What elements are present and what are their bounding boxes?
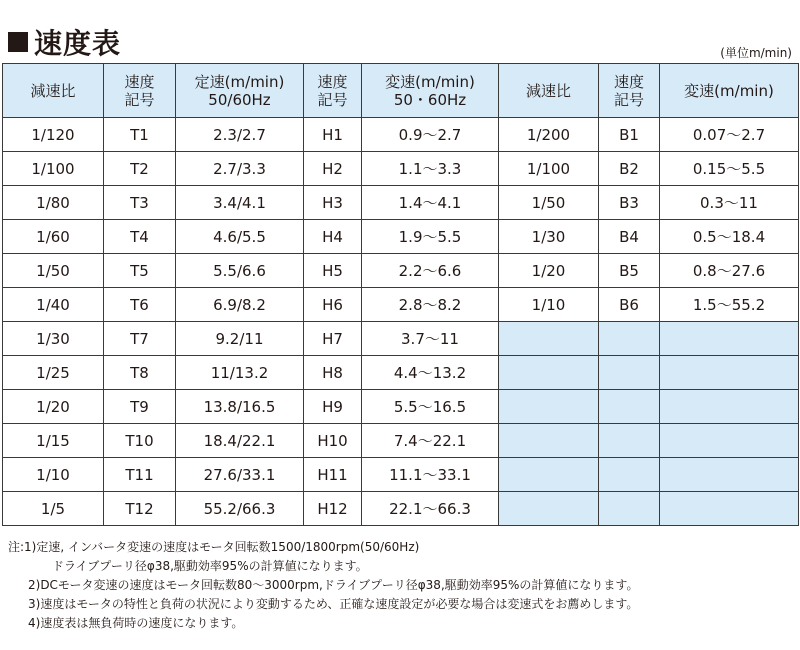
header-t-symbol-line: 記号 xyxy=(124,90,155,109)
t-speed-cell: 3.4/4.1 xyxy=(176,186,304,220)
b-speed-cell xyxy=(660,424,799,458)
h-symbol-cell: H8 xyxy=(304,356,362,390)
b-symbol-cell: B3 xyxy=(599,186,660,220)
t-symbol-cell: T2 xyxy=(104,152,176,186)
b-ratio-cell xyxy=(499,390,599,424)
header-t-symbol xyxy=(104,64,176,118)
ratio-cell: 1/120 xyxy=(3,118,104,152)
header-h-symbol xyxy=(304,64,362,118)
t-symbol-cell: T7 xyxy=(104,322,176,356)
notes xyxy=(8,538,638,633)
h-symbol-cell: H3 xyxy=(304,186,362,220)
table-row xyxy=(3,254,799,288)
h-speed-cell: 2.2〜6.6 xyxy=(362,254,499,288)
header-b-symbol-line: 速度 xyxy=(613,72,644,91)
t-speed-cell: 27.6/33.1 xyxy=(176,458,304,492)
b-symbol-cell: B5 xyxy=(599,254,660,288)
ratio-cell: 1/50 xyxy=(3,254,104,288)
t-symbol-cell: T10 xyxy=(104,424,176,458)
table-row xyxy=(3,186,799,220)
b-ratio-cell xyxy=(499,492,599,526)
ratio-cell: 1/30 xyxy=(3,322,104,356)
t-speed-cell: 11/13.2 xyxy=(176,356,304,390)
t-speed-cell: 13.8/16.5 xyxy=(176,390,304,424)
t-symbol-cell: T5 xyxy=(104,254,176,288)
t-symbol-cell: T4 xyxy=(104,220,176,254)
b-ratio-cell: 1/10 xyxy=(499,288,599,322)
note-1-cont: ドライブプーリ径φ38,駆動効率95%の計算値になります。 xyxy=(52,559,368,573)
t-speed-cell: 55.2/66.3 xyxy=(176,492,304,526)
ratio-cell: 1/100 xyxy=(3,152,104,186)
t-speed-cell: 5.5/6.6 xyxy=(176,254,304,288)
header-t-speed-line: 50/60Hz xyxy=(208,90,271,109)
b-symbol-cell xyxy=(599,458,660,492)
table-row xyxy=(3,220,799,254)
ratio-cell: 1/15 xyxy=(3,424,104,458)
ratio-cell: 1/5 xyxy=(3,492,104,526)
t-symbol-cell: T9 xyxy=(104,390,176,424)
t-symbol-cell: T11 xyxy=(104,458,176,492)
header-t-symbol-line: 速度 xyxy=(124,72,155,91)
b-speed-cell: 0.3〜11 xyxy=(660,186,799,220)
t-symbol-cell: T12 xyxy=(104,492,176,526)
b-speed-cell xyxy=(660,322,799,356)
table-row xyxy=(3,118,799,152)
h-speed-cell: 2.8〜8.2 xyxy=(362,288,499,322)
square-bullet-icon xyxy=(8,32,28,52)
header-b-symbol xyxy=(599,64,660,118)
header-h-speed-line: 変速(m/min) xyxy=(385,72,475,91)
h-speed-cell: 1.9〜5.5 xyxy=(362,220,499,254)
h-speed-cell: 0.9〜2.7 xyxy=(362,118,499,152)
header-t-speed xyxy=(176,64,304,118)
h-symbol-cell: H4 xyxy=(304,220,362,254)
b-ratio-cell xyxy=(499,322,599,356)
header-b-symbol-line: 記号 xyxy=(613,90,644,109)
b-speed-cell: 0.8〜27.6 xyxy=(660,254,799,288)
speed-table xyxy=(2,63,799,526)
h-speed-cell: 1.1〜3.3 xyxy=(362,152,499,186)
h-symbol-cell: H12 xyxy=(304,492,362,526)
b-speed-cell xyxy=(660,458,799,492)
h-symbol-cell: H5 xyxy=(304,254,362,288)
b-speed-cell: 0.15〜5.5 xyxy=(660,152,799,186)
note-2: 2)DCモータ変速の速度はモータ回転数80〜3000rpm,ドライブプーリ径φ38,駆動効率95%の計算値になります。 xyxy=(28,578,639,592)
unit-label: (単位m/min) xyxy=(720,46,792,60)
h-speed-cell: 7.4〜22.1 xyxy=(362,424,499,458)
h-speed-cell: 5.5〜16.5 xyxy=(362,390,499,424)
ratio-cell: 1/25 xyxy=(3,356,104,390)
h-symbol-cell: H9 xyxy=(304,390,362,424)
h-symbol-cell: H11 xyxy=(304,458,362,492)
t-speed-cell: 9.2/11 xyxy=(176,322,304,356)
b-speed-cell xyxy=(660,390,799,424)
header-t-speed-line: 定速(m/min) xyxy=(194,72,285,91)
t-symbol-cell: T1 xyxy=(104,118,176,152)
h-symbol-cell: H2 xyxy=(304,152,362,186)
header-ratio: 減速比 xyxy=(3,64,104,118)
b-ratio-cell xyxy=(499,356,599,390)
b-symbol-cell: B4 xyxy=(599,220,660,254)
ratio-cell: 1/60 xyxy=(3,220,104,254)
b-symbol-cell xyxy=(599,390,660,424)
table-row xyxy=(3,492,799,526)
h-symbol-cell: H7 xyxy=(304,322,362,356)
t-speed-cell: 18.4/22.1 xyxy=(176,424,304,458)
note-1: 注:1)定速, インバータ変速の速度はモータ回転数1500/1800rpm(50/60Hz) xyxy=(8,540,420,554)
table-header-row xyxy=(3,64,799,118)
ratio-cell: 1/10 xyxy=(3,458,104,492)
h-speed-cell: 22.1〜66.3 xyxy=(362,492,499,526)
h-speed-cell: 4.4〜13.2 xyxy=(362,356,499,390)
header-h-symbol-line: 記号 xyxy=(317,90,348,109)
h-symbol-cell: H1 xyxy=(304,118,362,152)
b-ratio-cell xyxy=(499,424,599,458)
t-speed-cell: 6.9/8.2 xyxy=(176,288,304,322)
table-row xyxy=(3,288,799,322)
table-row xyxy=(3,152,799,186)
b-ratio-cell: 1/200 xyxy=(499,118,599,152)
t-speed-cell: 2.7/3.3 xyxy=(176,152,304,186)
table-row xyxy=(3,390,799,424)
b-symbol-cell xyxy=(599,424,660,458)
ratio-cell: 1/80 xyxy=(3,186,104,220)
t-speed-cell: 4.6/5.5 xyxy=(176,220,304,254)
header-b-ratio: 減速比 xyxy=(499,64,599,118)
b-symbol-cell: B1 xyxy=(599,118,660,152)
b-ratio-cell: 1/20 xyxy=(499,254,599,288)
h-speed-cell: 3.7〜11 xyxy=(362,322,499,356)
header-h-symbol-line: 速度 xyxy=(317,72,348,91)
t-speed-cell: 2.3/2.7 xyxy=(176,118,304,152)
h-symbol-cell: H6 xyxy=(304,288,362,322)
note-3: 3)速度はモータの特性と負荷の状況により変動するため、正確な速度設定が必要な場合は変速式をお薦めします。 xyxy=(28,597,639,611)
ratio-cell: 1/20 xyxy=(3,390,104,424)
b-symbol-cell xyxy=(599,492,660,526)
table-row xyxy=(3,356,799,390)
b-ratio-cell: 1/50 xyxy=(499,186,599,220)
t-symbol-cell: T3 xyxy=(104,186,176,220)
table-row xyxy=(3,322,799,356)
page-title: 速度表 xyxy=(34,27,122,60)
header-h-speed-line: 50・60Hz xyxy=(393,90,467,109)
b-speed-cell: 0.07〜2.7 xyxy=(660,118,799,152)
b-symbol-cell: B2 xyxy=(599,152,660,186)
b-speed-cell xyxy=(660,356,799,390)
h-speed-cell: 1.4〜4.1 xyxy=(362,186,499,220)
b-symbol-cell xyxy=(599,322,660,356)
b-ratio-cell: 1/30 xyxy=(499,220,599,254)
h-symbol-cell: H10 xyxy=(304,424,362,458)
header-b-speed: 変速(m/min) xyxy=(660,64,799,118)
b-speed-cell xyxy=(660,492,799,526)
b-symbol-cell: B6 xyxy=(599,288,660,322)
header-h-speed xyxy=(362,64,499,118)
b-ratio-cell: 1/100 xyxy=(499,152,599,186)
b-ratio-cell xyxy=(499,458,599,492)
note-4: 4)速度表は無負荷時の速度になります。 xyxy=(28,616,244,630)
b-speed-cell: 0.5〜18.4 xyxy=(660,220,799,254)
table-row xyxy=(3,458,799,492)
table-row xyxy=(3,424,799,458)
t-symbol-cell: T6 xyxy=(104,288,176,322)
ratio-cell: 1/40 xyxy=(3,288,104,322)
page-title-block xyxy=(8,22,121,62)
b-speed-cell: 1.5〜55.2 xyxy=(660,288,799,322)
b-symbol-cell xyxy=(599,356,660,390)
t-symbol-cell: T8 xyxy=(104,356,176,390)
h-speed-cell: 11.1〜33.1 xyxy=(362,458,499,492)
